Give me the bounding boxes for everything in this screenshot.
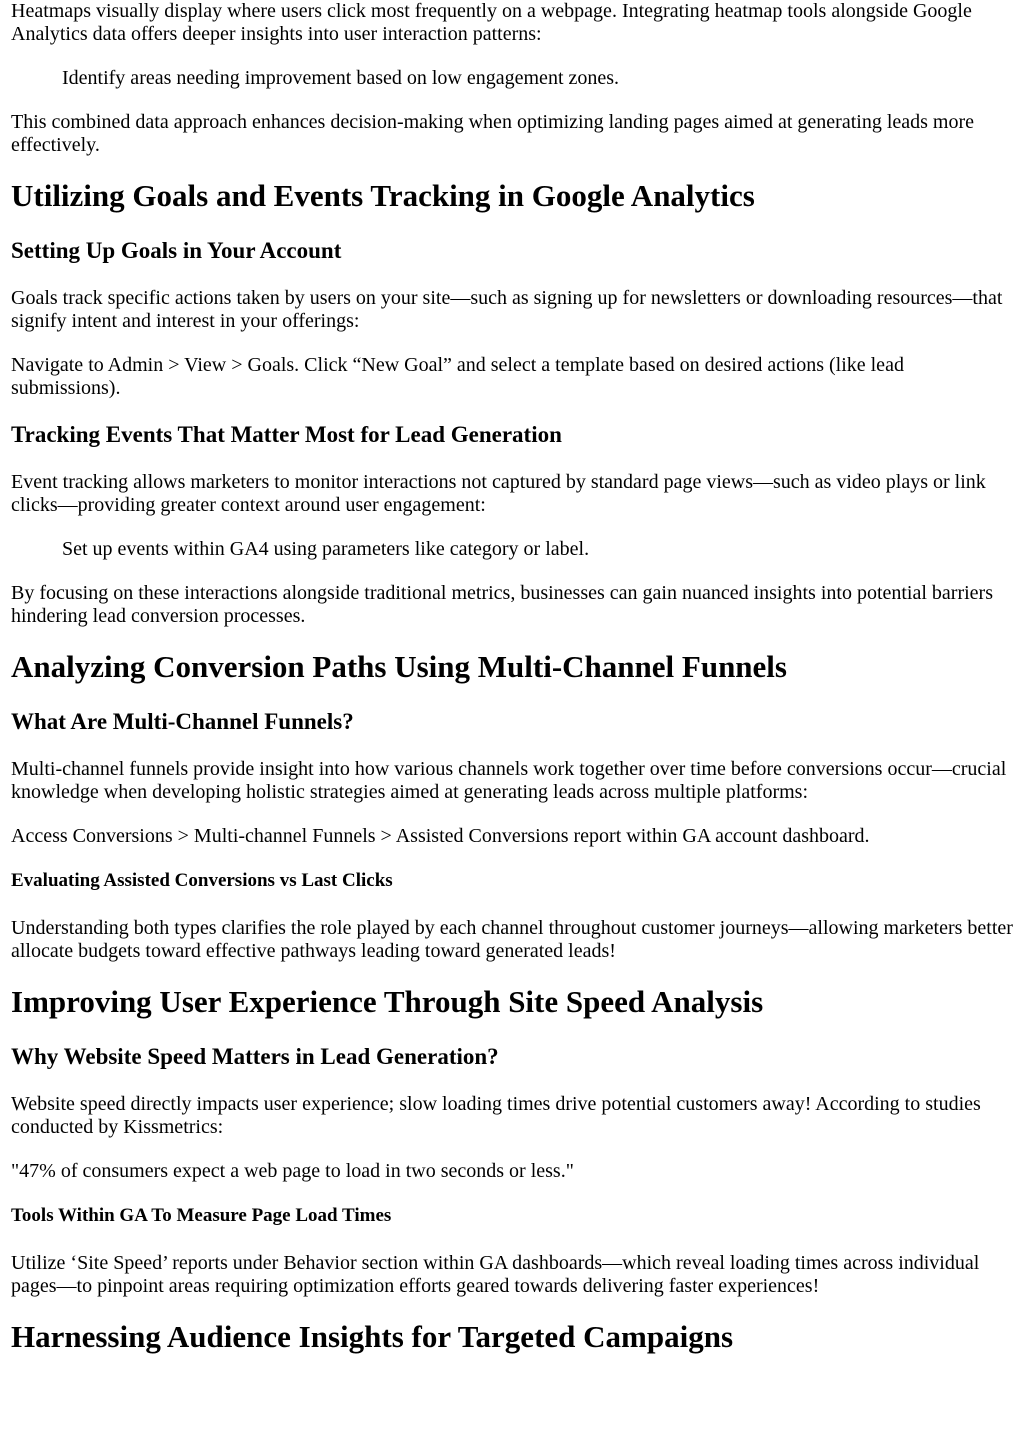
paragraph-goals-track: Goals track specific actions taken by users on your site—such as signing up for newsletters or downloading resources—that signify intent and interest in your offerings: [11, 287, 1003, 332]
paragraph-understanding-types: Understanding both types clarifies the role played by each channel throughout customer journeys—allowing marketers better allocate budgets toward effective pathways leading toward generated leads! [11, 917, 1013, 962]
paragraph-focusing-interactions: By focusing on these interactions alongside traditional metrics, businesses can gain nuanced insights into potential barriers hindering lead conversion processes. [11, 582, 993, 627]
heading-tracking-events: Tracking Events That Matter Most for Lead Generation [11, 422, 562, 447]
paragraph-heatmaps-intro: Heatmaps visually display where users click most frequently on a webpage. Integrating heatmap tools alongside Google Analytics data offers deeper insights into user interaction patterns: [11, 0, 972, 45]
heading-audience-insights: Harnessing Audience Insights for Targeted Campaigns [11, 1319, 734, 1354]
heading-site-speed: Improving User Experience Through Site Speed Analysis [11, 984, 764, 1019]
heading-assisted-vs-last: Evaluating Assisted Conversions vs Last Clicks [11, 870, 393, 891]
heading-setting-up-goals: Setting Up Goals in Your Account [11, 238, 342, 263]
heading-goals-events: Utilizing Goals and Events Tracking in Google Analytics [11, 178, 755, 213]
paragraph-set-up-events: Set up events within GA4 using parameters like category or label. [62, 538, 590, 560]
paragraph-speed-impacts: Website speed directly impacts user experience; slow loading times drive potential customers away! According to studies conducted by Kissmetrics: [11, 1093, 981, 1138]
paragraph-consumers-quote: "47% of consumers expect a web page to load in two seconds or less." [11, 1160, 574, 1182]
heading-why-speed: Why Website Speed Matters in Lead Generation? [11, 1044, 499, 1069]
paragraph-access-conversions: Access Conversions > Multi-channel Funnels > Assisted Conversions report within GA account dashboard. [11, 825, 870, 847]
paragraph-combined-data: This combined data approach enhances decision-making when optimizing landing pages aimed at generating leads more effectively. [11, 111, 975, 156]
paragraph-navigate-admin: Navigate to Admin > View > Goals. Click “New Goal” and select a template based on desired actions (like lead submissions). [11, 354, 904, 399]
heading-tools-load-times: Tools Within GA To Measure Page Load Times [11, 1205, 392, 1226]
heading-what-are-funnels: What Are Multi-Channel Funnels? [11, 709, 354, 734]
paragraph-event-tracking: Event tracking allows marketers to monitor interactions not captured by standard page views—such as video plays or link clicks—providing greater context around user engagement: [11, 471, 986, 516]
paragraph-funnels-insight: Multi-channel funnels provide insight into how various channels work together over time before conversions occur—crucial knowledge when developing holistic strategies aimed at generating leads across multiple platforms: [11, 758, 1007, 803]
paragraph-site-speed-reports: Utilize ‘Site Speed’ reports under Behavior section within GA dashboards—which reveal loading times across individual pages—to pinpoint areas requiring optimization efforts geared towards delivering faster experiences! [11, 1252, 980, 1297]
paragraph-identify-areas: Identify areas needing improvement based on low engagement zones. [62, 67, 620, 89]
heading-conversion-paths: Analyzing Conversion Paths Using Multi-Channel Funnels [11, 649, 787, 684]
